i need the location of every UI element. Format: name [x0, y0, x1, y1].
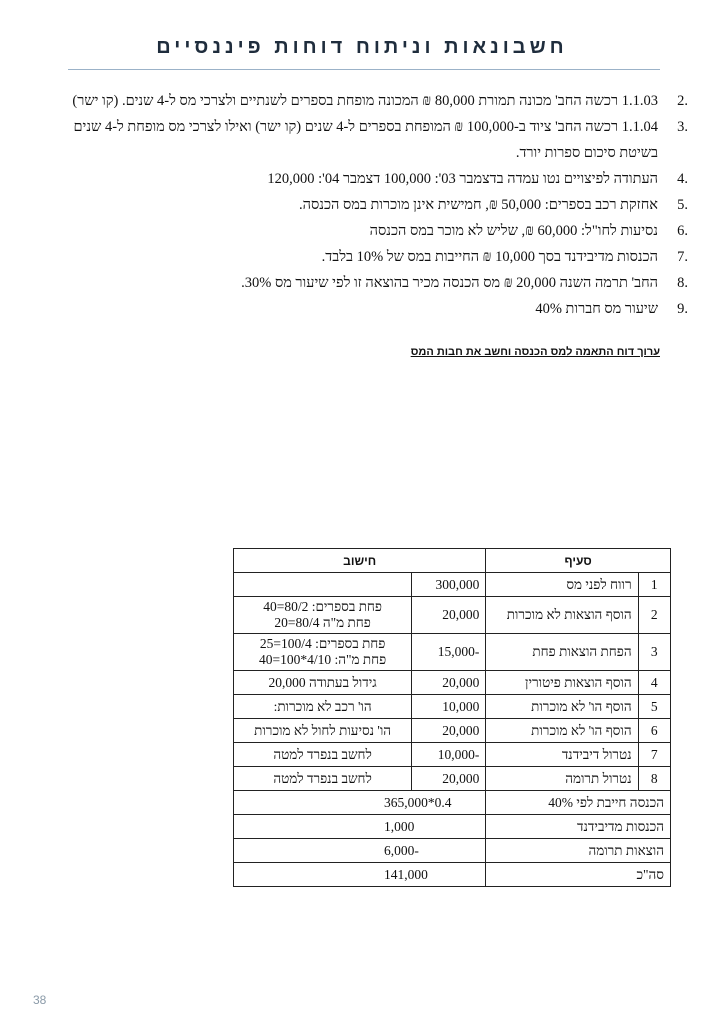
problem-items-list	[60, 88, 688, 322]
row-amount: 20,000	[412, 671, 486, 695]
row-note	[234, 597, 412, 634]
list-item	[60, 166, 688, 192]
item-text: אחזקת רכב בספרים: 50,000 ₪, חמישית אינן מוכרות במס הכנסה.	[299, 197, 658, 213]
row-item: נטרול דיבידנד	[486, 743, 638, 767]
summary-row	[234, 863, 671, 887]
list-item	[60, 244, 688, 270]
row-note: גידול בעתודה 20,000	[234, 671, 412, 695]
row-note	[234, 573, 412, 597]
note-line: פחת בספרים: 80/2=40	[263, 599, 382, 614]
item-number: 5.	[677, 197, 688, 213]
row-number: 6	[638, 719, 670, 743]
list-item	[60, 192, 688, 218]
column-header-item: סעיף	[486, 549, 671, 573]
summary-value: 1,000	[234, 815, 486, 839]
summary-label: סה"כ	[486, 863, 671, 887]
item-text: החב' תרמה השנה 20,000 ₪ מס הכנסה מכיר בהוצאה זו לפי שיעור מס 30%.	[241, 275, 658, 291]
page-number: 38	[33, 993, 47, 1007]
row-number: 7	[638, 743, 670, 767]
row-note: לחשב בנפרד למטה	[234, 767, 412, 791]
row-item: הוסף הוצאות פיטורין	[486, 671, 638, 695]
table-row	[234, 695, 671, 719]
row-note: הו' נסיעות לחול לא מוכרות	[234, 719, 412, 743]
item-number: 2.	[677, 93, 688, 109]
item-text: 1.1.04 רכשה החב' ציוד ב-100,000 ₪ המופחת בספרים ל-4 שנים (קו ישר) ואילו לצרכי מס מופחת ל-4 שנים בשיטת סיכום ספרות יורד.	[73, 119, 658, 161]
item-text: העתודה לפיצויים נטו עמדה בדצמבר 03': 100,000 דצמבר 04': 120,000	[267, 171, 658, 187]
list-item	[60, 296, 688, 322]
row-item: רווח לפני מס	[486, 573, 638, 597]
row-note	[234, 634, 412, 671]
summary-row	[234, 815, 671, 839]
row-amount: -15,000	[412, 634, 486, 671]
row-amount: -10,000	[412, 743, 486, 767]
task-instruction: ערוך דוח התאמה למס הכנסה וחשב את חבות המס	[410, 346, 660, 358]
row-number: 2	[638, 597, 670, 634]
summary-label: הכנסה חייבת לפי 40%	[486, 791, 671, 815]
row-number: 5	[638, 695, 670, 719]
table-row	[234, 767, 671, 791]
note-line: פחת בספרים: 100/4=25	[259, 636, 386, 651]
row-number: 3	[638, 634, 670, 671]
row-item: הוסף הוצאות לא מוכרות	[486, 597, 638, 634]
item-text: נסיעות לחו"ל: 60,000 ₪, שליש לא מוכר במס הכנסה	[369, 223, 658, 239]
header-divider	[68, 69, 660, 70]
row-amount: 10,000	[412, 695, 486, 719]
summary-label: הוצאות תרומה	[486, 839, 671, 863]
list-item	[60, 114, 688, 166]
table-row	[234, 719, 671, 743]
row-amount: 20,000	[412, 597, 486, 634]
tax-reconciliation-table	[233, 548, 671, 887]
summary-row	[234, 839, 671, 863]
item-text: הכנסות מדיבידנד בסך 10,000 ₪ החייבות במס של 10% בלבד.	[321, 249, 658, 265]
item-text: שיעור מס חברות 40%	[535, 301, 658, 317]
note-line: פחת מ"ה 80/4=20	[274, 615, 371, 630]
table-row	[234, 573, 671, 597]
row-number: 4	[638, 671, 670, 695]
summary-value: 141,000	[234, 863, 486, 887]
item-number: 9.	[677, 301, 688, 317]
summary-value: 0.4*365,000	[234, 791, 486, 815]
row-amount: 20,000	[412, 719, 486, 743]
item-number: 7.	[677, 249, 688, 265]
note-line: פחת מ"ה: 4/10*100=40	[259, 652, 387, 667]
row-item: הוסף הו' לא מוכרות	[486, 719, 638, 743]
item-number: 3.	[677, 119, 688, 135]
summary-label: הכנסות מדיבידנד	[486, 815, 671, 839]
row-item: הפחת הוצאות פחת	[486, 634, 638, 671]
table-row	[234, 597, 671, 634]
row-number: 8	[638, 767, 670, 791]
summary-value: -6,000	[234, 839, 486, 863]
item-text: 1.1.03 רכשה החב' מכונה תמורת 80,000 ₪ המכונה מופחת בספרים לשנתיים ולצרכי מס ל-4 שנים. (קו ישר)	[72, 93, 658, 109]
list-item	[60, 88, 688, 114]
list-item	[60, 270, 688, 296]
table-row	[234, 671, 671, 695]
row-note: לחשב בנפרד למטה	[234, 743, 412, 767]
row-item: נטרול תרומה	[486, 767, 638, 791]
item-number: 4.	[677, 171, 688, 187]
summary-row	[234, 791, 671, 815]
table-row	[234, 743, 671, 767]
item-number: 6.	[677, 223, 688, 239]
table-header-row	[234, 549, 671, 573]
column-header-calc: חישוב	[234, 549, 486, 573]
row-item: הוסף הו' לא מוכרות	[486, 695, 638, 719]
list-item	[60, 218, 688, 244]
row-note: הו' רכב לא מוכרות:	[234, 695, 412, 719]
page-header-title: חשבונאות וניתוח דוחות פיננסיים	[156, 36, 568, 58]
row-amount: 20,000	[412, 767, 486, 791]
row-amount: 300,000	[412, 573, 486, 597]
row-number: 1	[638, 573, 670, 597]
table-row	[234, 634, 671, 671]
item-number: 8.	[677, 275, 688, 291]
